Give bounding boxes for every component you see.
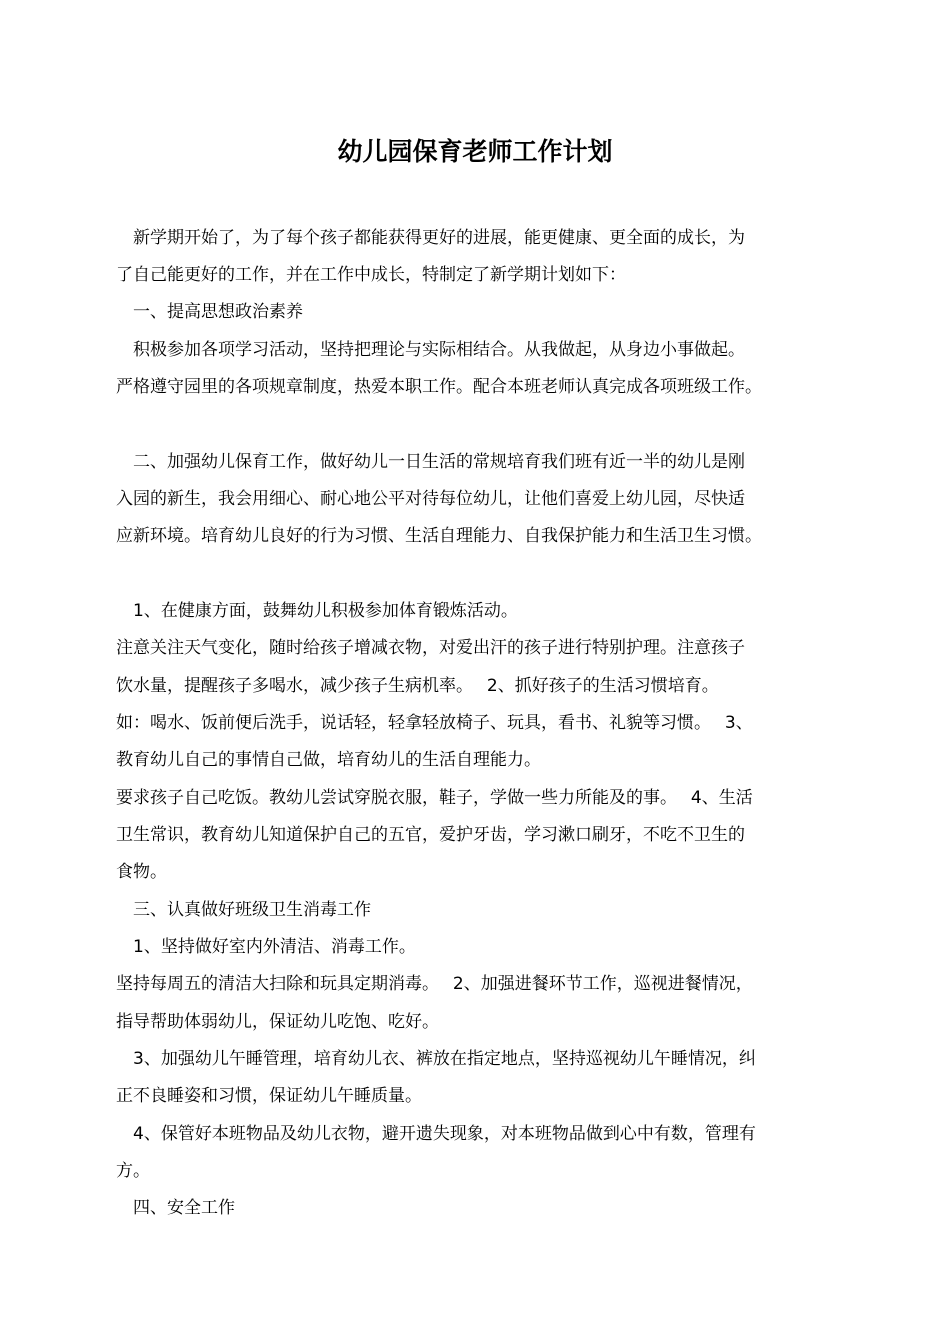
- text-line: 饮水量，提醒孩子多喝水，减少孩子生病机率。 2、抓好孩子的生活习惯培育。: [116, 676, 719, 696]
- section-heading: 四、安全工作: [116, 1198, 235, 1218]
- text-line: 应新环境。培育幼儿良好的行为习惯、生活自理能力、自我保护能力和生活卫生习惯。: [116, 526, 762, 546]
- text-line: 1、在健康方面，鼓舞幼儿积极参加体育锻炼活动。: [116, 601, 518, 621]
- text-line: 入园的新生，我会用细心、耐心地公平对待每位幼儿，让他们喜爱上幼儿园，尽快适: [116, 489, 745, 509]
- text-line: 注意关注天气变化，随时给孩子增减衣物，对爱出汗的孩子进行特别护理。注意孩子: [116, 638, 745, 658]
- text-line: 坚持每周五的清洁大扫除和玩具定期消毒。 2、加强进餐环节工作，巡视进餐情况，: [116, 974, 753, 994]
- text-line: 如：喝水、饭前便后洗手，说话轻，轻拿轻放椅子、玩具，看书、礼貌等习惯。 3、: [116, 713, 753, 733]
- text-line: 教育幼儿自己的事情自己做，培育幼儿的生活自理能力。: [116, 750, 541, 770]
- text-line: 方。: [116, 1161, 150, 1181]
- text-line: 正不良睡姿和习惯，保证幼儿午睡质量。: [116, 1086, 422, 1106]
- text-line: 积极参加各项学习活动，坚持把理论与实际相结合。从我做起，从身边小事做起。: [116, 340, 745, 360]
- text-line: 3、加强幼儿午睡管理，培育幼儿衣、裤放在指定地点，坚持巡视幼儿午睡情况，纠: [116, 1049, 756, 1069]
- text-line: 食物。: [116, 862, 167, 882]
- text-line: 严格遵守园里的各项规章制度，热爱本职工作。配合本班老师认真完成各项班级工作。: [116, 377, 762, 397]
- section-heading: 三、认真做好班级卫生消毒工作: [116, 900, 371, 920]
- text-line: 指导帮助体弱幼儿，保证幼儿吃饱、吃好。: [116, 1012, 439, 1032]
- section-heading: 一、提高思想政治素养: [116, 302, 303, 322]
- section-heading: 二、加强幼儿保育工作，做好幼儿一日生活的常规培育我们班有近一半的幼儿是刚: [116, 452, 745, 472]
- text-line: 1、坚持做好室内外清洁、消毒工作。: [116, 937, 416, 957]
- text-line: 新学期开始了，为了每个孩子都能获得更好的进展，能更健康、更全面的成长，为: [116, 228, 745, 248]
- text-line: 4、保管好本班物品及幼儿衣物，避开遗失现象，对本班物品做到心中有数，管理有: [116, 1124, 756, 1144]
- text-line: 了自己能更好的工作，并在工作中成长，特制定了新学期计划如下：: [116, 265, 626, 285]
- text-line: 要求孩子自己吃饭。教幼儿尝试穿脱衣服，鞋子，学做一些力所能及的事。 4、生活: [116, 788, 753, 808]
- document-title: 幼儿园保育老师工作计划: [337, 137, 613, 166]
- text-line: 卫生常识，教育幼儿知道保护自己的五官，爱护牙齿，学习漱口刷牙，不吃不卫生的: [116, 825, 745, 845]
